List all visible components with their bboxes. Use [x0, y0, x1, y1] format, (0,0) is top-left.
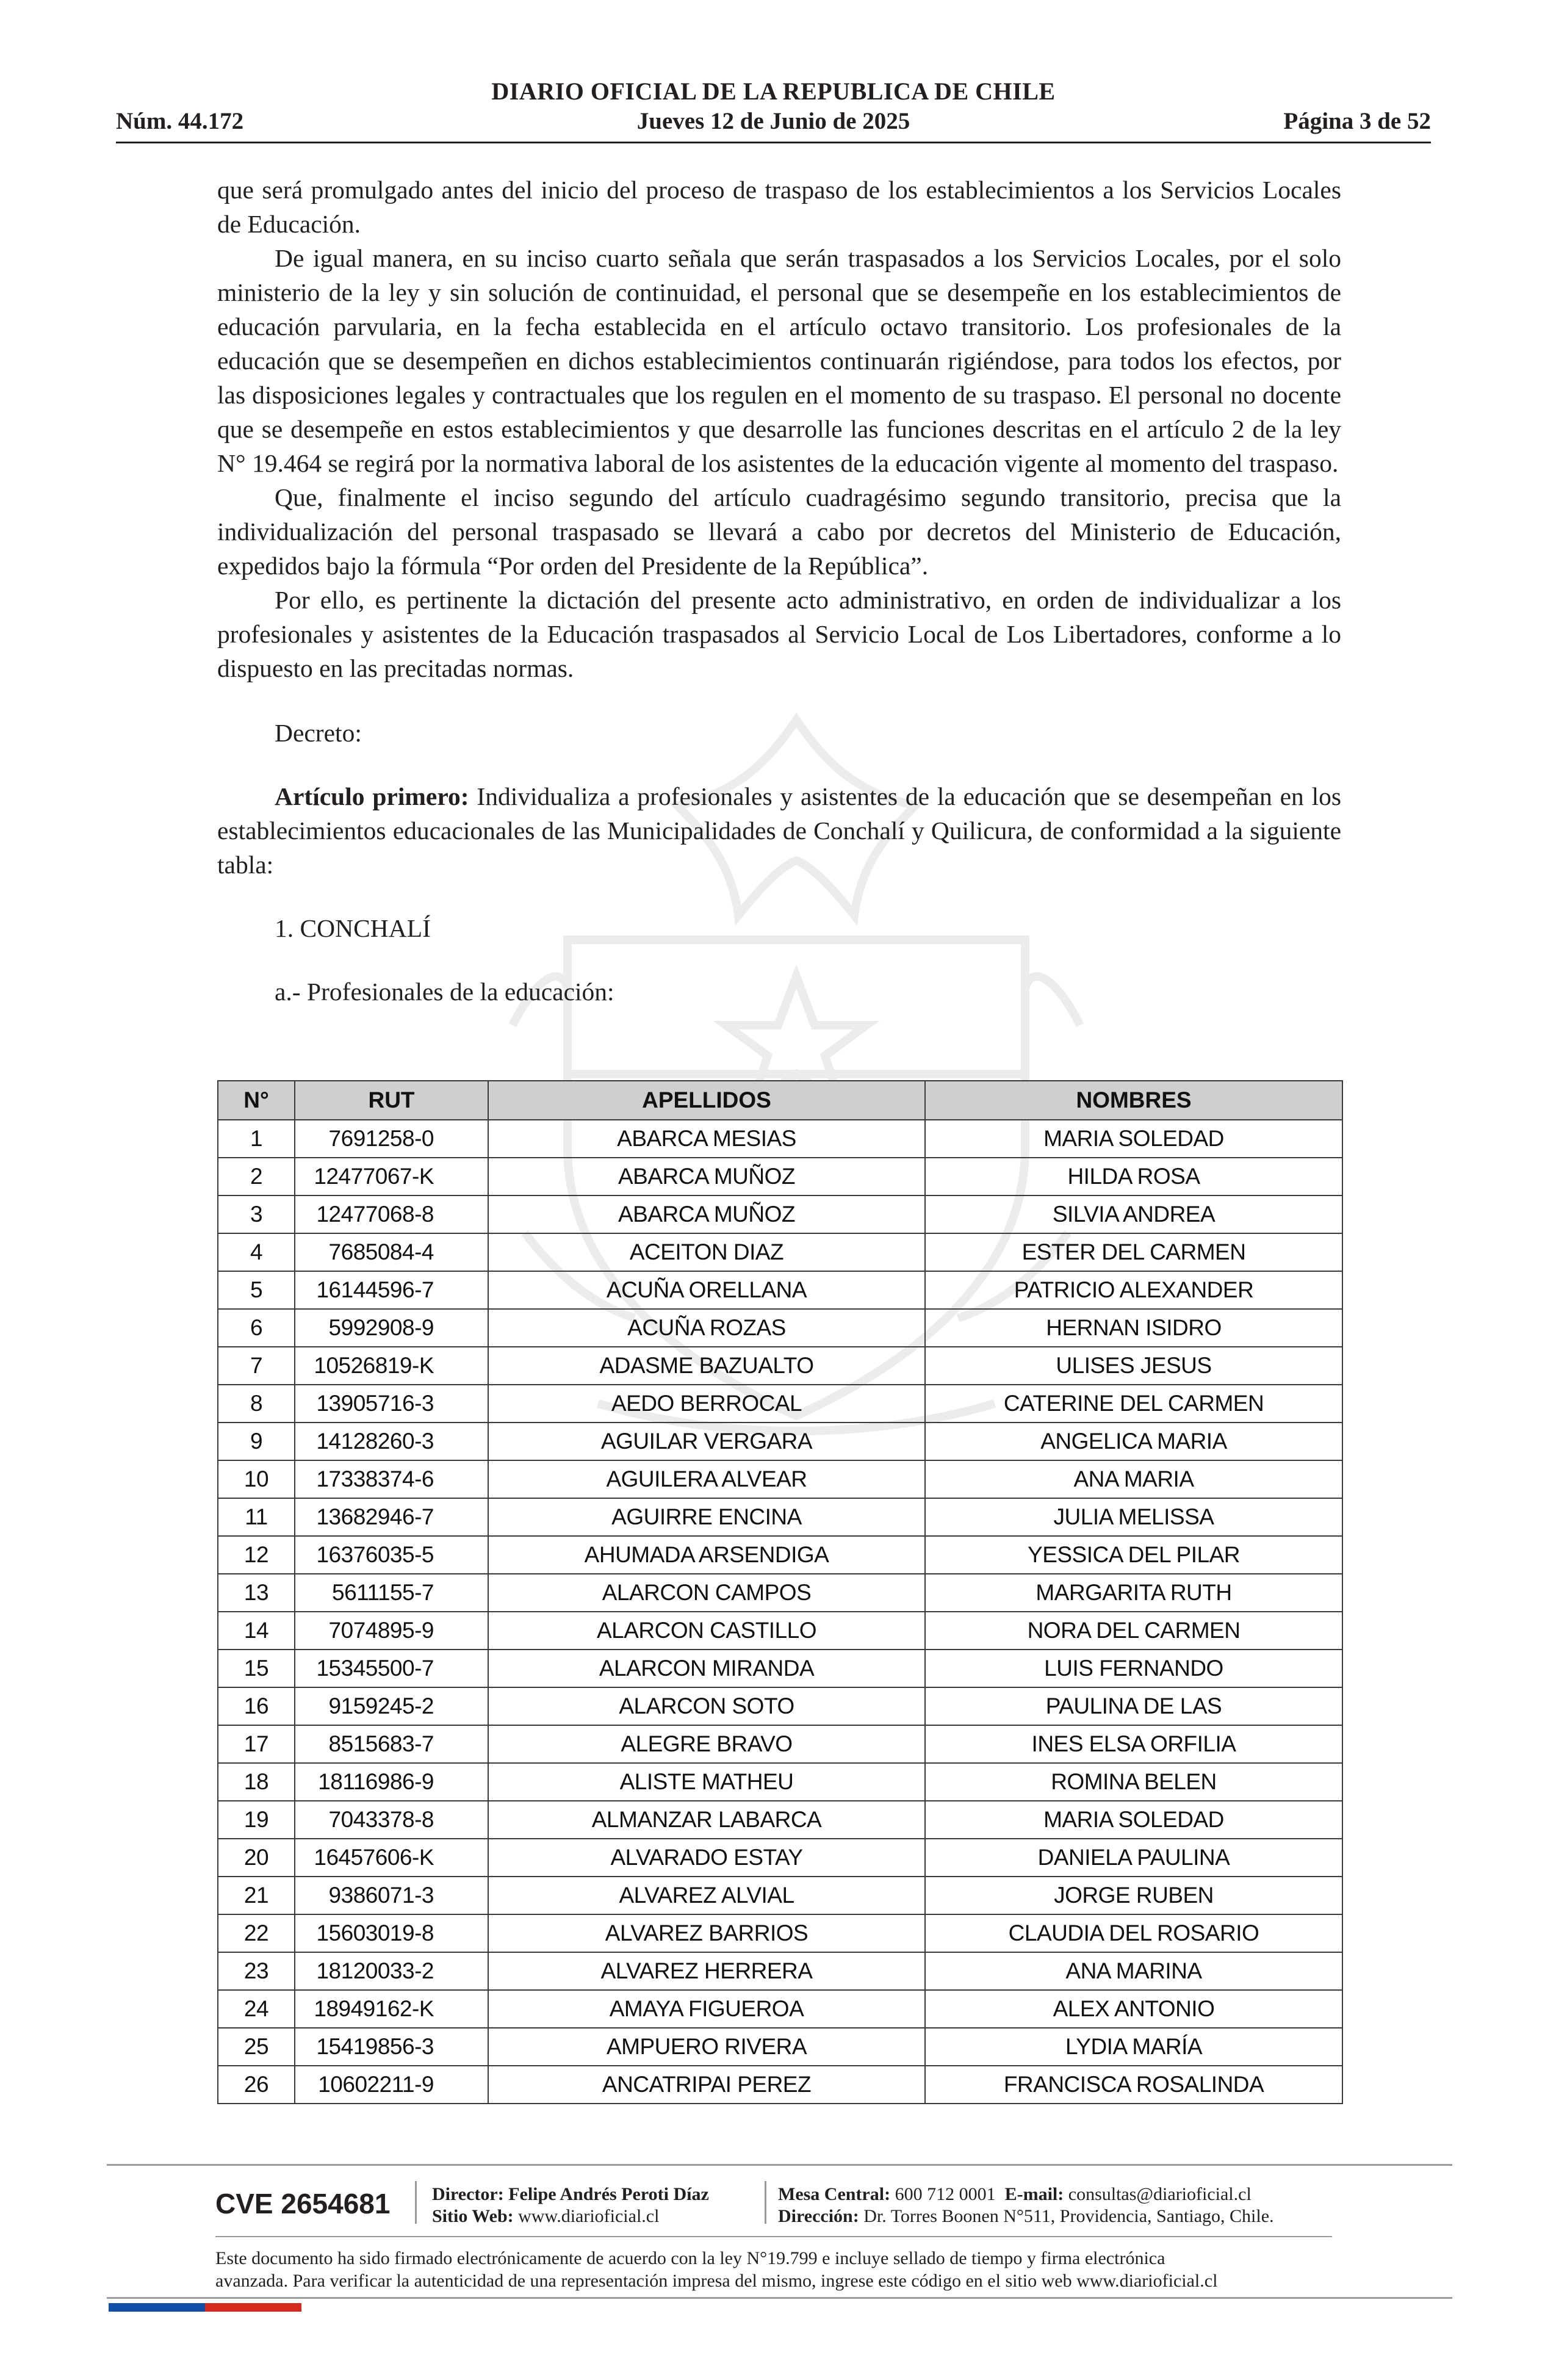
email-link[interactable]: consultas@diarioficial.cl — [1064, 2184, 1252, 2204]
footer-bottom-rule — [107, 2297, 1452, 2299]
cell-surnames: ALVAREZ HERRERA — [488, 1952, 925, 1990]
cell-names: CATERINE DEL CARMEN — [925, 1385, 1342, 1423]
table-row — [218, 2066, 1342, 2104]
cell-surnames: ALARCON SOTO — [488, 1687, 925, 1725]
cell-rut: 13905716-3 — [295, 1385, 488, 1423]
cell-surnames: ALARCON CAMPOS — [488, 1574, 925, 1612]
cell-rut: 18116986-9 — [295, 1763, 488, 1801]
cell-surnames: ABARCA MUÑOZ — [488, 1195, 925, 1233]
table-row — [218, 1914, 1342, 1952]
cell-rut: 5611155-7 — [295, 1574, 488, 1612]
cell-names: JORGE RUBEN — [925, 1877, 1342, 1914]
cell-names: LUIS FERNANDO — [925, 1650, 1342, 1687]
cell-number: 25 — [218, 2028, 295, 2066]
phone-label: Mesa Central: — [778, 2184, 891, 2204]
cell-number: 7 — [218, 1347, 295, 1385]
article-label: Artículo primero: — [275, 782, 469, 810]
cell-surnames: ALISTE MATHEU — [488, 1763, 925, 1801]
cell-names: JULIA MELISSA — [925, 1498, 1342, 1536]
issue-date: Jueves 12 de Junio de 2025 — [636, 108, 910, 134]
director-label: Director: — [432, 2184, 504, 2204]
table-row — [218, 1195, 1342, 1233]
director-value: Felipe Andrés Peroti Díaz — [503, 2184, 709, 2204]
cell-number: 12 — [218, 1536, 295, 1574]
legal-notice — [215, 2247, 1375, 2292]
cell-number: 16 — [218, 1687, 295, 1725]
cve-code: CVE 2654681 — [215, 2188, 391, 2220]
cell-names: HILDA ROSA — [925, 1158, 1342, 1195]
cell-rut: 18120033-2 — [295, 1952, 488, 1990]
address-label: Dirección: — [778, 2206, 859, 2226]
cell-names: ESTER DEL CARMEN — [925, 1233, 1342, 1271]
table-row — [218, 1158, 1342, 1195]
article-first — [217, 779, 1341, 882]
cell-rut: 7043378-8 — [295, 1801, 488, 1839]
table-row — [218, 1385, 1342, 1423]
page-footer — [107, 2164, 1452, 2317]
cell-number: 21 — [218, 1877, 295, 1914]
table-row — [218, 1233, 1342, 1271]
table-row — [218, 1271, 1342, 1309]
cell-number: 26 — [218, 2066, 295, 2104]
cell-rut: 10526819-K — [295, 1347, 488, 1385]
cell-surnames: ALVARADO ESTAY — [488, 1839, 925, 1877]
cell-names: ANA MARIA — [925, 1460, 1342, 1498]
header-number: N° — [218, 1081, 295, 1120]
page-number: Página 3 de 52 — [1283, 108, 1431, 134]
personnel-table — [217, 1080, 1343, 2104]
chile-flag-stripe — [109, 2303, 301, 2312]
cell-number: 13 — [218, 1574, 295, 1612]
document-body — [217, 173, 1341, 1009]
table-row — [218, 1423, 1342, 1460]
paragraph-1: que será promulgado antes del inicio del proceso de traspaso de los establecimientos a los Servicios Locales de Educación. — [217, 176, 1341, 238]
decree-heading: Decreto: — [275, 719, 362, 747]
cell-number: 2 — [218, 1158, 295, 1195]
cell-surnames: ADASME BAZUALTO — [488, 1347, 925, 1385]
cell-number: 5 — [218, 1271, 295, 1309]
cell-number: 19 — [218, 1801, 295, 1839]
cell-names: ALEX ANTONIO — [925, 1990, 1342, 2028]
cell-names: MARGARITA RUTH — [925, 1574, 1342, 1612]
cell-surnames: AMAYA FIGUEROA — [488, 1990, 925, 2028]
cell-rut: 16144596-7 — [295, 1271, 488, 1309]
cell-rut: 17338374-6 — [295, 1460, 488, 1498]
cell-rut: 13682946-7 — [295, 1498, 488, 1536]
cell-number: 15 — [218, 1650, 295, 1687]
table-row — [218, 1801, 1342, 1839]
legal-line-2: avanzada. Para verificar la autenticidad de una representación impresa del mismo, ingrese este código en el sitio web www.diarioficial.cl — [215, 2271, 1218, 2291]
cell-number: 8 — [218, 1385, 295, 1423]
table-row — [218, 1498, 1342, 1536]
table-header-row — [218, 1081, 1342, 1120]
header-names: NOMBRES — [925, 1081, 1342, 1120]
cell-number: 23 — [218, 1952, 295, 1990]
cell-rut: 10602211-9 — [295, 2066, 488, 2104]
cell-surnames: ABARCA MUÑOZ — [488, 1158, 925, 1195]
cell-rut: 18949162-K — [295, 1990, 488, 2028]
cell-surnames: AEDO BERROCAL — [488, 1385, 925, 1423]
cell-surnames: AGUILAR VERGARA — [488, 1423, 925, 1460]
cell-rut: 15603019-8 — [295, 1914, 488, 1952]
footer-separator — [415, 2181, 417, 2224]
cell-rut: 5992908-9 — [295, 1309, 488, 1347]
cell-surnames: ANCATRIPAI PEREZ — [488, 2066, 925, 2104]
cell-number: 10 — [218, 1460, 295, 1498]
cell-surnames: ALARCON MIRANDA — [488, 1650, 925, 1687]
table-row — [218, 1309, 1342, 1347]
table-body — [218, 1120, 1342, 2104]
cell-number: 9 — [218, 1423, 295, 1460]
issue-number: Núm. 44.172 — [116, 108, 244, 134]
flag-blue-stripe — [109, 2303, 205, 2312]
table-row — [218, 1650, 1342, 1687]
cell-rut: 7685084-4 — [295, 1233, 488, 1271]
cell-number: 1 — [218, 1120, 295, 1158]
phone-value: 600 712 0001 — [890, 2184, 996, 2204]
website-line — [432, 2205, 709, 2227]
cell-names: PAULINA DE LAS — [925, 1687, 1342, 1725]
cell-number: 11 — [218, 1498, 295, 1536]
footer-director-block — [432, 2183, 709, 2227]
cell-surnames: AMPUERO RIVERA — [488, 2028, 925, 2066]
table-row — [218, 1725, 1342, 1763]
footer-contact-block — [778, 2183, 1274, 2227]
cell-rut: 7074895-9 — [295, 1612, 488, 1650]
table-row — [218, 1120, 1342, 1158]
cell-surnames: ALVAREZ ALVIAL — [488, 1877, 925, 1914]
cell-names: ANA MARINA — [925, 1952, 1342, 1990]
website-label: Sitio Web: — [432, 2206, 514, 2226]
cell-names: MARIA SOLEDAD — [925, 1801, 1342, 1839]
cell-names: CLAUDIA DEL ROSARIO — [925, 1914, 1342, 1952]
footer-top-rule — [107, 2164, 1452, 2166]
cell-rut: 15419856-3 — [295, 2028, 488, 2066]
cell-surnames: ALMANZAR LABARCA — [488, 1801, 925, 1839]
cell-number: 3 — [218, 1195, 295, 1233]
cell-surnames: ABARCA MESIAS — [488, 1120, 925, 1158]
paragraph-3: Que, finalmente el inciso segundo del artículo cuadragésimo segundo transitorio, precisa que la individualización del personal traspasado se llevará a cabo por decretos del Ministerio de Educación, expedidos bajo la fórmula “Por orden del Presidente de la República”. — [217, 483, 1341, 580]
cell-rut: 15345500-7 — [295, 1650, 488, 1687]
header-rut: RUT — [295, 1081, 488, 1120]
cell-surnames: ALEGRE BRAVO — [488, 1725, 925, 1763]
cell-surnames: ACUÑA ORELLANA — [488, 1271, 925, 1309]
footer-mid-rule — [215, 2236, 1332, 2237]
cell-rut: 8515683-7 — [295, 1725, 488, 1763]
cell-names: HERNAN ISIDRO — [925, 1309, 1342, 1347]
cell-rut: 7691258-0 — [295, 1120, 488, 1158]
cell-rut: 9386071-3 — [295, 1877, 488, 1914]
cell-number: 6 — [218, 1309, 295, 1347]
table-row — [218, 1877, 1342, 1914]
table-row — [218, 1839, 1342, 1877]
cell-names: MARIA SOLEDAD — [925, 1120, 1342, 1158]
cell-number: 14 — [218, 1612, 295, 1650]
paragraph-4: Por ello, es pertinente la dictación del presente acto administrativo, en orden de individualizar a los profesionales y asistentes de la Educación traspasados al Servicio Local de Los Libertadores, conforme a lo dispuesto en las precitadas normas. — [217, 586, 1341, 682]
cell-number: 17 — [218, 1725, 295, 1763]
cell-names: ULISES JESUS — [925, 1347, 1342, 1385]
flag-red-stripe — [205, 2303, 301, 2312]
table-row — [218, 1460, 1342, 1498]
table-row — [218, 1687, 1342, 1725]
cell-number: 22 — [218, 1914, 295, 1952]
cell-surnames: AGUILERA ALVEAR — [488, 1460, 925, 1498]
cell-number: 4 — [218, 1233, 295, 1271]
table-row — [218, 2028, 1342, 2066]
table-row — [218, 1952, 1342, 1990]
cell-names: ANGELICA MARIA — [925, 1423, 1342, 1460]
cell-rut: 9159245-2 — [295, 1687, 488, 1725]
cell-surnames: AHUMADA ARSENDIGA — [488, 1536, 925, 1574]
cell-number: 24 — [218, 1990, 295, 2028]
table-row — [218, 1612, 1342, 1650]
subsection-heading: a.- Profesionales de la educación: — [275, 978, 614, 1006]
cell-rut: 12477067-K — [295, 1158, 488, 1195]
address-line — [778, 2205, 1274, 2227]
header-rule — [116, 142, 1431, 143]
cell-surnames: ACUÑA ROZAS — [488, 1309, 925, 1347]
cell-rut: 16376035-5 — [295, 1536, 488, 1574]
table-row — [218, 1347, 1342, 1385]
contact-line — [778, 2183, 1274, 2205]
director-line — [432, 2183, 709, 2205]
header-surnames: APELLIDOS — [488, 1081, 925, 1120]
article-text: Individualiza a profesionales y asistentes de la educación que se desempeñan en los establecimientos educacionales de las Municipalidades de Conchalí y Quilicura, de conformidad a la siguiente tabla: — [217, 782, 1341, 879]
cell-surnames: ALARCON CASTILLO — [488, 1612, 925, 1650]
cell-names: YESSICA DEL PILAR — [925, 1536, 1342, 1574]
publication-title: DIARIO OFICIAL DE LA REPUBLICA DE CHILE — [491, 78, 1056, 105]
cell-rut: 14128260-3 — [295, 1423, 488, 1460]
paragraph-2: De igual manera, en su inciso cuarto señala que serán traspasados a los Servicios Locales, por el solo ministerio de la ley y sin solución de continuidad, el personal que se desempeñe en los establecimientos de educación parvularia, en la fecha establecida en el artículo octavo transitorio. Los profesionales de la educación que se desempeñen en dichos establecimientos continuarán rigiéndose, para todos los efectos, por las disposiciones legales y contractuales que los regulen en el momento de su traspaso. El personal no docente que se desempeñe en estos establecimientos y que desarrolle las funciones descritas en el artículo 2 de la ley N° 19.464 se regirá por la normativa laboral de los asistentes de la educación vigente al momento del traspaso. — [217, 244, 1341, 477]
table-row — [218, 1536, 1342, 1574]
legal-line-1: Este documento ha sido firmado electrónicamente de acuerdo con la ley N°19.799 e incluye sellado de tiempo y firma electrónica — [215, 2248, 1165, 2268]
page-header — [116, 72, 1431, 145]
table-row — [218, 1574, 1342, 1612]
cell-number: 18 — [218, 1763, 295, 1801]
cell-names: PATRICIO ALEXANDER — [925, 1271, 1342, 1309]
address-value: Dr. Torres Boonen N°511, Providencia, Santiago, Chile. — [859, 2206, 1274, 2226]
website-link[interactable]: www.diarioficial.cl — [513, 2206, 660, 2226]
cell-surnames: ACEITON DIAZ — [488, 1233, 925, 1271]
table-row — [218, 1990, 1342, 2028]
email-label: E-mail: — [1004, 2184, 1064, 2204]
cell-surnames: AGUIRRE ENCINA — [488, 1498, 925, 1536]
cell-rut: 16457606-K — [295, 1839, 488, 1877]
cell-names: FRANCISCA ROSALINDA — [925, 2066, 1342, 2104]
cell-surnames: ALVAREZ BARRIOS — [488, 1914, 925, 1952]
footer-separator — [765, 2181, 766, 2224]
section-heading: 1. CONCHALÍ — [275, 914, 431, 942]
cell-number: 20 — [218, 1839, 295, 1877]
cell-rut: 12477068-8 — [295, 1195, 488, 1233]
cell-names: ROMINA BELEN — [925, 1763, 1342, 1801]
cell-names: LYDIA MARÍA — [925, 2028, 1342, 2066]
cell-names: INES ELSA ORFILIA — [925, 1725, 1342, 1763]
cell-names: DANIELA PAULINA — [925, 1839, 1342, 1877]
table-row — [218, 1763, 1342, 1801]
cell-names: NORA DEL CARMEN — [925, 1612, 1342, 1650]
cell-names: SILVIA ANDREA — [925, 1195, 1342, 1233]
